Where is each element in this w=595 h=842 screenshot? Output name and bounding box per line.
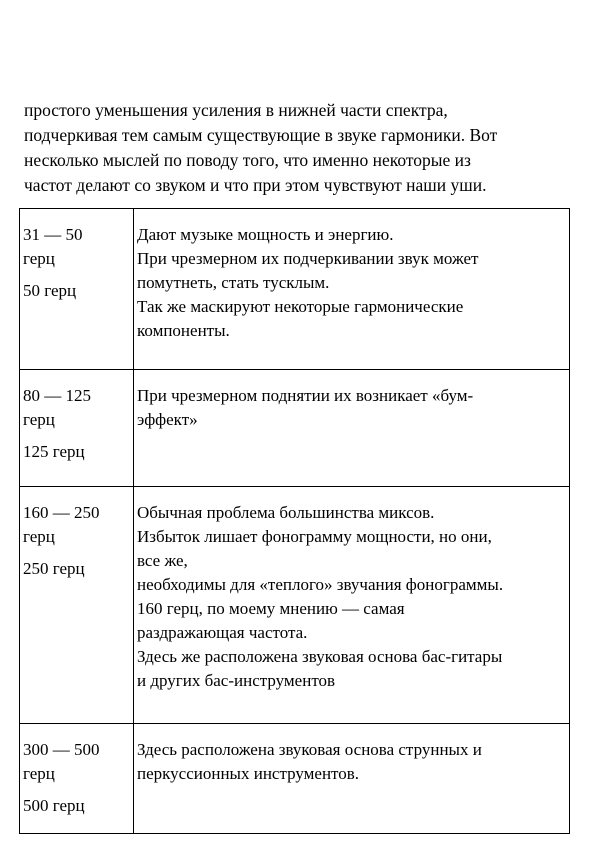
intro-paragraph	[24, 98, 579, 198]
intro-line: несколько мыслей по поводу того, что именно некоторые из	[24, 150, 471, 170]
intro-line: частот делают со звуком и что при этом чувствуют наши уши.	[24, 175, 487, 195]
description-line: Обычная проблема большинства миксов.	[137, 503, 435, 522]
frequency-label: 125 герц	[23, 442, 85, 461]
description-line: компоненты.	[137, 321, 230, 340]
range-text: 31 — 50	[23, 225, 83, 244]
description-line: Здесь же расположена звуковая основа бас-гитары	[137, 647, 503, 666]
description-line: все же,	[137, 551, 188, 570]
description-cell	[134, 209, 570, 370]
description-line: При чрезмерном поднятии их возникает «бум-	[137, 386, 474, 405]
description-line: раздражающая частота.	[137, 623, 308, 642]
range-unit: герц	[23, 410, 55, 429]
range-unit: герц	[23, 249, 55, 268]
description-line: Так же маскируют некоторые гармонические	[137, 297, 464, 316]
intro-line: простого уменьшения усиления в нижней части спектра,	[24, 100, 448, 120]
intro-line: подчеркивая тем самым существующие в звуке гармоники. Вот	[24, 125, 498, 145]
frequency-label: 50 герц	[23, 281, 77, 300]
frequency-table	[19, 208, 570, 834]
range-text: 160 — 250	[23, 503, 100, 522]
description-line: эффект»	[137, 410, 198, 429]
description-cell	[134, 724, 570, 834]
description-line: необходимы для «теплого» звучания фонограммы.	[137, 575, 504, 594]
description-line: помутнеть, стать тусклым.	[137, 273, 330, 292]
description-line: При чрезмерном их подчеркивании звук может	[137, 249, 479, 268]
frequency-label: 250 герц	[23, 559, 85, 578]
description-line: перкуссионных инструментов.	[137, 764, 360, 783]
table-row	[20, 370, 570, 487]
range-unit: герц	[23, 764, 55, 783]
description-cell	[134, 370, 570, 487]
description-line: и других бас-инструментов	[137, 671, 336, 690]
range-unit: герц	[23, 527, 55, 546]
range-cell	[20, 724, 134, 834]
description-line: Дают музыке мощность и энергию.	[137, 225, 394, 244]
range-text: 80 — 125	[23, 386, 91, 405]
range-cell	[20, 487, 134, 724]
table-row	[20, 487, 570, 724]
description-line: 160 герц, по моему мнению — самая	[137, 599, 405, 618]
range-cell	[20, 370, 134, 487]
description-cell	[134, 487, 570, 724]
description-line: Избыток лишает фонограмму мощности, но они,	[137, 527, 492, 546]
table-row	[20, 209, 570, 370]
table-row	[20, 724, 570, 834]
range-text: 300 — 500	[23, 740, 100, 759]
frequency-label: 500 герц	[23, 796, 85, 815]
description-line: Здесь расположена звуковая основа струнных и	[137, 740, 482, 759]
range-cell	[20, 209, 134, 370]
